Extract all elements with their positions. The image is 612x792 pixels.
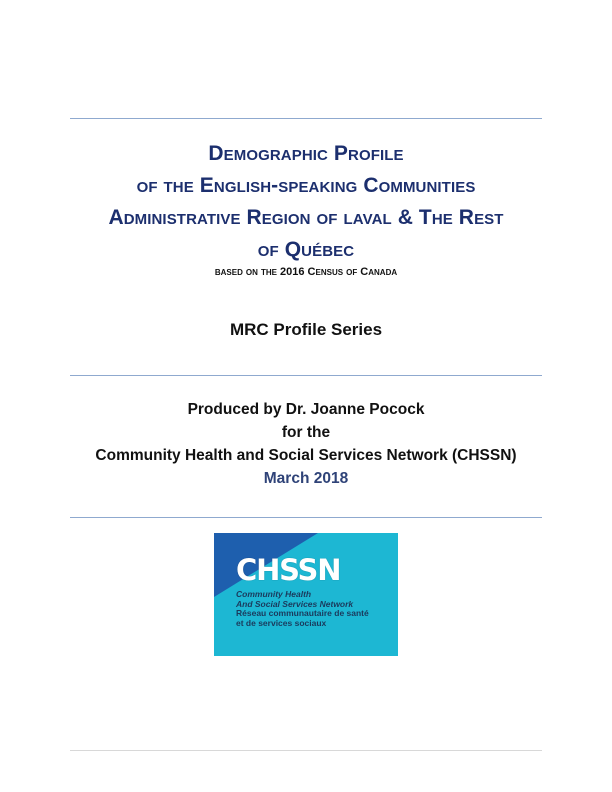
credits-block (40, 398, 572, 490)
title-line-2: of the English-speaking Communities (136, 174, 476, 197)
document-subtitle: based on the 2016 Census of Canada (214, 266, 398, 278)
middle-divider (70, 375, 542, 376)
document-title (60, 138, 552, 266)
title-line-1: Demographic Profile (208, 142, 404, 165)
chssn-logo (214, 533, 398, 656)
publication-date: March 2018 (263, 470, 349, 487)
author-line: Produced by Dr. Joanne Pocock (187, 401, 425, 418)
logo-wordmark: CHSSN (236, 553, 341, 587)
top-divider (70, 118, 542, 119)
lower-divider (70, 517, 542, 518)
bottom-divider (70, 750, 542, 751)
logo-tagline-line-2: And Social Services Network (236, 598, 354, 609)
logo-tagline-line-1: Community Health (236, 589, 312, 599)
title-line-3: Administrative Region of laval & The Rest (108, 206, 504, 229)
logo-tagline-line-3: Réseau communautaire de santé (236, 608, 369, 618)
logo-tagline-line-4: et de services sociaux (236, 617, 327, 628)
organization-line: Community Health and Social Services Network (CHSSN) (95, 447, 517, 464)
series-name: MRC Profile Series (229, 320, 383, 339)
for-the-line: for the (281, 424, 331, 441)
title-line-4: of Québec (257, 238, 355, 261)
logo-tagline (236, 590, 369, 628)
